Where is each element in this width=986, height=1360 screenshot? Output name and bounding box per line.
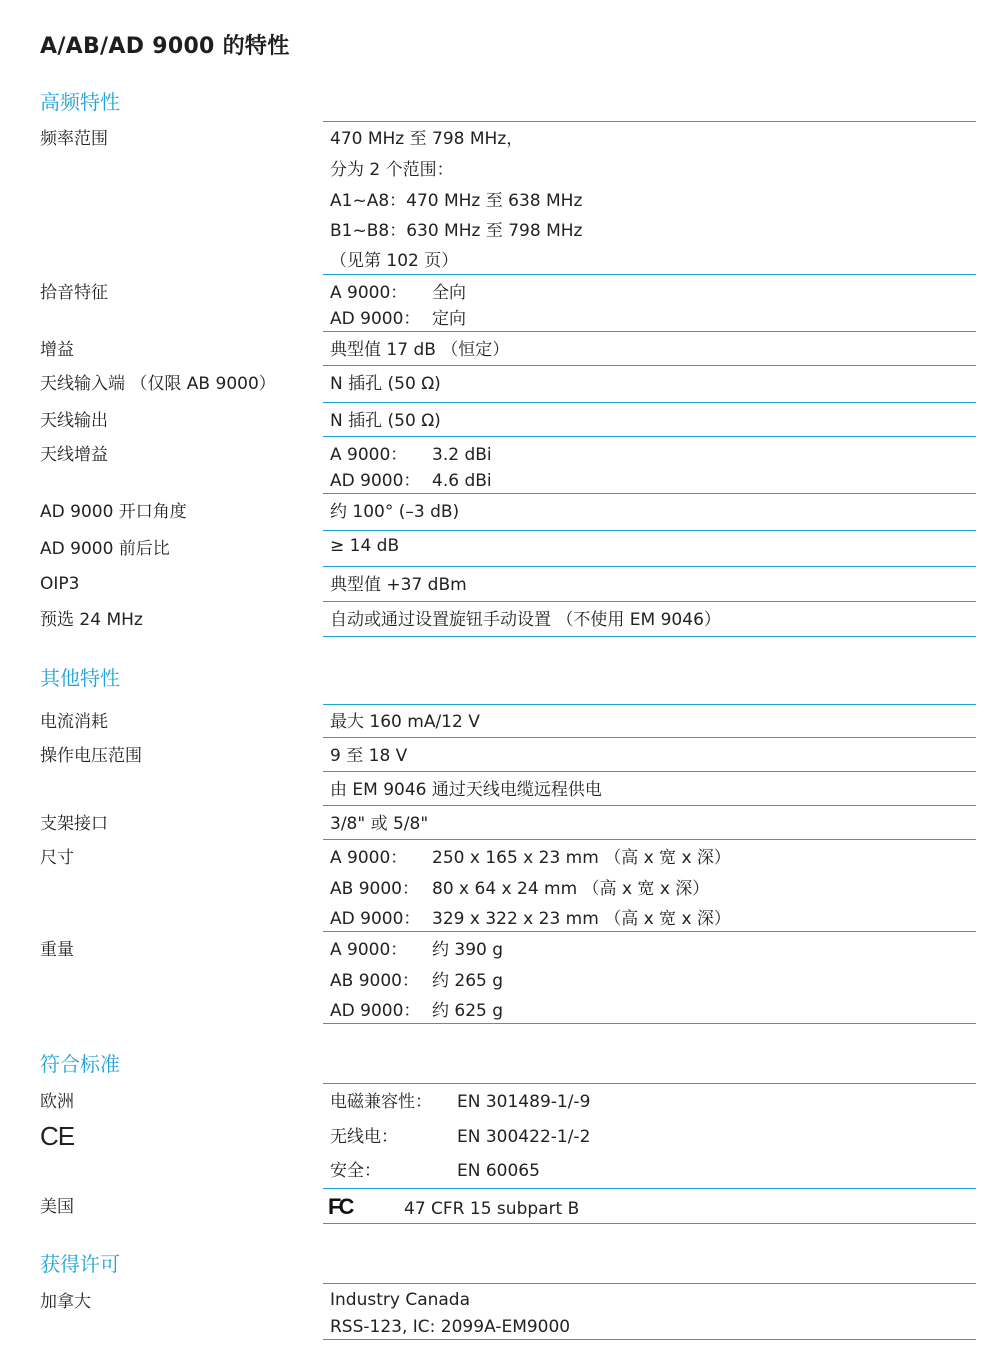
usa-value: 47 CFR 15 subpart B <box>404 1199 580 1219</box>
row-divider <box>323 1188 976 1189</box>
mount-label: 支架接口 <box>40 814 108 834</box>
section-heading-conformity: 符合标准 <box>40 1052 120 1076</box>
row-divider <box>323 121 976 122</box>
freq-line-1: 470 MHz 至 798 MHz， <box>330 129 524 149</box>
weight-ab-model: AB 9000： <box>330 971 419 991</box>
weight-ad-model: AD 9000： <box>330 1001 421 1021</box>
weight-ab-value: 约 265 g <box>432 971 504 991</box>
dim-ab-value: 80 x 64 x 24 mm （高 x 宽 x 深） <box>432 879 710 899</box>
row-divider <box>323 1223 976 1224</box>
section-heading-other: 其他特性 <box>40 666 120 690</box>
row-divider <box>323 493 976 494</box>
row-divider <box>323 601 976 602</box>
freq-line-2: 分为 2 个范围： <box>330 160 454 180</box>
row-divider <box>323 1339 976 1340</box>
current-label: 电流消耗 <box>40 712 108 732</box>
europe-label: 欧洲 <box>40 1092 74 1112</box>
row-divider <box>323 636 976 637</box>
row-divider <box>323 530 976 531</box>
gain-label: 增益 <box>40 340 74 360</box>
oip3-value: 典型值 +37 dBm <box>330 575 467 595</box>
row-divider <box>323 1023 976 1024</box>
weight-label: 重量 <box>40 940 74 960</box>
section-heading-approval: 获得许可 <box>40 1252 120 1276</box>
dim-ab-model: AB 9000： <box>330 879 419 899</box>
oip3-label: OIP3 <box>40 574 80 594</box>
antenna-output-value: N 插孔 (50 Ω) <box>330 411 441 431</box>
canada-label: 加拿大 <box>40 1292 91 1312</box>
freq-line-5: （见第 102 页） <box>330 251 459 271</box>
weight-a-value: 约 390 g <box>432 940 504 960</box>
freq-line-4: B1~B8：630 MHz 至 798 MHz <box>330 221 583 241</box>
row-divider <box>323 771 976 772</box>
row-divider <box>323 805 976 806</box>
page-title: A/AB/AD 9000 的特性 <box>40 34 290 59</box>
radio-value: EN 300422-1/-2 <box>457 1127 591 1147</box>
canada-line-2: RSS-123, IC: 2099A-EM9000 <box>330 1317 571 1337</box>
row-divider <box>323 365 976 366</box>
voltage-label: 操作电压范围 <box>40 746 142 766</box>
freq-range-label: 频率范围 <box>40 129 108 149</box>
gain-value: 典型值 17 dB （恒定） <box>330 340 510 360</box>
weight-ad-value: 约 625 g <box>432 1001 504 1021</box>
antenna-input-value: N 插孔 (50 Ω) <box>330 374 441 394</box>
antenna-gain-a-value: 3.2 dBi <box>432 445 492 465</box>
weight-a-model: A 9000： <box>330 940 408 960</box>
radio-label: 无线电： <box>330 1127 398 1147</box>
canada-line-1: Industry Canada <box>330 1290 471 1310</box>
freq-line-3: A1~A8：470 MHz 至 638 MHz <box>330 191 583 211</box>
row-divider <box>323 402 976 403</box>
row-divider <box>323 931 976 932</box>
antenna-gain-ad-model: AD 9000： <box>330 471 421 491</box>
row-divider <box>323 1283 976 1284</box>
antenna-output-label: 天线输出 <box>40 411 108 431</box>
remote-power-value: 由 EM 9046 通过天线电缆远程供电 <box>330 780 602 800</box>
pickup-ad-value: 定向 <box>432 309 466 329</box>
pickup-label: 拾音特征 <box>40 283 108 303</box>
mount-value: 3/8" 或 5/8" <box>330 814 429 834</box>
opening-angle-value: 约 100° (–3 dB) <box>330 502 460 522</box>
antenna-gain-a-model: A 9000： <box>330 445 408 465</box>
safety-label: 安全： <box>330 1161 381 1181</box>
pickup-ad-model: AD 9000： <box>330 309 421 329</box>
voltage-value: 9 至 18 V <box>330 746 408 766</box>
safety-value: EN 60065 <box>457 1161 540 1181</box>
front-back-value: ≥ 14 dB <box>330 536 400 556</box>
opening-angle-label: AD 9000 开口角度 <box>40 502 187 522</box>
preselection-label: 预选 24 MHz <box>40 610 143 630</box>
row-divider <box>323 436 976 437</box>
row-divider <box>323 331 976 332</box>
ce-mark-icon: CE <box>40 1121 75 1151</box>
pickup-a-value: 全向 <box>432 283 466 303</box>
usa-label: 美国 <box>40 1197 74 1217</box>
dimensions-label: 尺寸 <box>40 848 74 868</box>
front-back-label: AD 9000 前后比 <box>40 539 170 559</box>
row-divider <box>323 737 976 738</box>
preselection-value: 自动或通过设置旋钮手动设置 （不使用 EM 9046） <box>330 610 721 630</box>
row-divider <box>323 839 976 840</box>
antenna-gain-label: 天线增益 <box>40 445 108 465</box>
row-divider <box>323 566 976 567</box>
section-heading-rf: 高频特性 <box>40 90 120 114</box>
row-divider <box>323 1083 976 1084</box>
emc-label: 电磁兼容性： <box>330 1092 432 1112</box>
row-divider <box>323 274 976 275</box>
dim-ad-value: 329 x 322 x 23 mm （高 x 宽 x 深） <box>432 909 731 929</box>
dim-ad-model: AD 9000： <box>330 909 421 929</box>
pickup-a-model: A 9000： <box>330 283 408 303</box>
row-divider <box>323 704 976 705</box>
emc-value: EN 301489-1/-9 <box>457 1092 591 1112</box>
antenna-input-label: 天线输入端 （仅限 AB 9000） <box>40 374 276 394</box>
current-value: 最大 160 mA/12 V <box>330 712 480 732</box>
dim-a-value: 250 x 165 x 23 mm （高 x 宽 x 深） <box>432 848 731 868</box>
antenna-gain-ad-value: 4.6 dBi <box>432 471 492 491</box>
fcc-logo-icon: FC <box>328 1194 352 1219</box>
dim-a-model: A 9000： <box>330 848 408 868</box>
